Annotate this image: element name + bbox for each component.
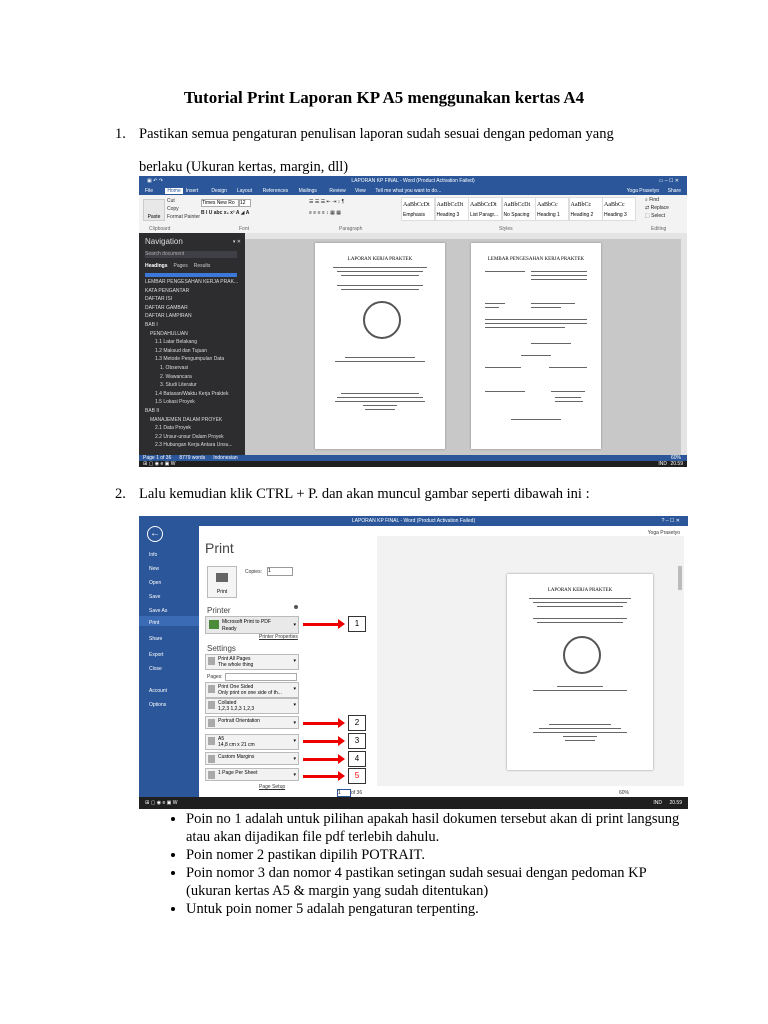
font-name-select[interactable]: Times New Ro [201,199,239,207]
ribbon-group-label: Font [239,226,250,232]
word-window-title: LAPORAN KP FINAL - Word (Product Activation Failed) [351,178,475,184]
nav-item[interactable]: DAFTAR GAMBAR [145,304,188,311]
style-preview: AaBbCcDt [503,202,531,208]
ribbon-tab[interactable]: File [145,188,154,194]
print-taskbar-time: 20.59 [669,800,682,806]
navigation-title: Navigation [145,237,183,246]
setting-sub: The whole thing [218,662,254,668]
backstage-menu-item[interactable]: Print [149,620,160,626]
nav-item[interactable]: 1. Observasi [160,364,189,371]
setting-sub: 1,2,3 1,2,3 1,2,3 [218,706,255,712]
setting-icon [208,737,215,745]
nav-tab[interactable]: Pages [173,263,188,269]
style-preview: AaBbCcDt [403,202,430,208]
taskbar [139,461,687,467]
print-taskbar-lang: IND [653,800,662,806]
page-2-title: LEMBAR PENGESAHAN KERJA PRAKTEK [487,257,585,262]
setting-sub: 14,8 cm x 21 cm [218,742,255,748]
print-start-icon[interactable]: ⊞ ▢ ◉ e ▣ W [145,800,178,806]
nav-item[interactable]: DAFTAR ISI [145,296,173,303]
print-button-label: Print [216,589,228,595]
nav-item[interactable]: 1.3 Metode Pengumpulan Data [155,356,225,363]
setting-main: A5 [218,736,225,742]
replace-label: Replace [650,205,669,211]
nav-item[interactable]: 1.1 Latar Belakang [155,339,197,346]
callout-arrow-4 [303,758,339,761]
style-item[interactable] [569,197,603,221]
setting-main: Custom Margins [218,754,255,760]
status-item: 8779 words [179,455,206,461]
style-item[interactable] [435,197,469,221]
ribbon-tab[interactable]: References [262,188,289,194]
page-title: Tutorial Print Laporan KP A5 menggunakan kertas A4 [183,88,585,107]
ribbon-group-label: Editing [651,226,667,232]
style-item[interactable] [602,197,636,221]
nav-highlight [145,273,237,277]
printer-info-icon[interactable] [294,605,298,609]
ribbon-group-label: Styles [499,226,513,232]
bullet-item: • Poin no 1 adalah untuk pilihan apakah hasil dokumen tersebut akan di print langsung atau akan dijadikan file pdf terlebih dahulu. [186,810,682,846]
print-preview-area [377,536,684,786]
style-item[interactable] [535,197,569,221]
setting-main: 1 Page Per Sheet [218,770,258,776]
cut-button[interactable]: Cut [167,198,175,204]
print-button[interactable] [207,566,237,598]
printer-icon [216,573,228,582]
back-arrow-icon[interactable]: ← [147,526,163,542]
style-preview: AaBbCc [537,202,558,208]
setting-main: Print One Sided [218,684,254,690]
step-1-line-1: Pastikan semua pengaturan penulisan laporan sudah sesuai dengan pedoman yang [139,126,614,142]
ruler [245,233,687,239]
setting-main: Print All Pages [218,656,251,662]
taskbar-lang: IND [658,461,667,467]
backstage-menu-item[interactable]: Share [149,636,163,642]
chevron-down-icon: ▾ [293,622,296,628]
nav-tab[interactable]: Headings [145,263,168,269]
style-item[interactable] [502,197,536,221]
chevron-down-icon: ▾ [293,658,296,664]
replace-button[interactable]: ⇄ Replace [645,205,669,211]
style-label: No Spacing [503,212,530,218]
step-1-line-2: berlaku (Ukuran kertas, margin, dll) [139,159,349,175]
backstage-menu [139,516,199,797]
ribbon-group-label: Clipboard [149,226,171,232]
print-heading: Print [205,540,234,556]
nav-item[interactable]: 1.5 Lokasi Proyek [155,399,195,406]
style-label: Emphasis [403,212,425,218]
print-user-name: Yoga Prasetyo [647,530,680,536]
printer-name: Microsoft Print to PDF [222,619,271,625]
select-label: Select [651,213,666,219]
printer-label: Printer [207,606,231,615]
step-2-number: 2. [115,486,126,502]
callout-1: 1 [348,616,366,632]
nav-item[interactable]: KATA PENGANTAR [145,287,190,294]
setting-icon [208,685,215,693]
ribbon-tab[interactable]: Review [329,188,346,194]
bullet-item: • Poin nomor 3 dan nomor 4 pastikan setingan sudah sesuai dengan pedoman KP (ukuran kertas A5 & margin yang sudah ditentukan) [186,864,682,900]
nav-item[interactable]: MANAJEMEN DALAM PROYEK [150,416,223,423]
style-label: Heading 2 [570,212,594,218]
ribbon-tab[interactable]: Design [211,188,227,194]
backstage-menu-item[interactable]: Close [149,666,162,672]
ribbon-tab[interactable]: Tell me what you want to do... [375,188,442,194]
setting-dropdown[interactable] [205,698,299,714]
ribbon-tab[interactable]: Layout [237,188,253,194]
word-title-bar [139,176,687,186]
select-button[interactable]: ⬚ Select [645,213,666,219]
backstage-menu-item[interactable]: Options [149,702,167,708]
setting-icon [208,771,215,779]
style-preview: AaBbCc [604,202,625,208]
document-page-2 [471,243,601,449]
chevron-down-icon: ▾ [293,756,296,762]
print-taskbar [139,797,688,809]
user-name: Yoga Prasetyo [626,188,659,194]
setting-main: Portrait Orientation [218,718,260,724]
callout-arrow-3 [303,740,339,743]
setting-icon [208,755,215,763]
setting-dropdown[interactable] [205,734,299,750]
chevron-down-icon: ▾ [293,702,296,708]
nav-item[interactable]: 1.4 Batasan/Waktu Kerja Praktek [155,390,229,397]
vertical-scrollbar[interactable] [681,239,687,455]
backstage-menu-item[interactable]: Export [149,652,164,658]
style-item[interactable] [468,197,502,221]
print-preview-page [507,574,653,770]
chevron-down-icon: ▾ [293,720,296,726]
callout-arrow-2 [303,722,339,725]
backstage-menu-item[interactable]: Save As [149,608,168,614]
ribbon [139,195,687,234]
nav-item[interactable]: PENDAHULUAN [150,330,188,337]
step-2-text: Lalu kemudian klik CTRL + P. dan akan muncul gambar seperti dibawah ini : [139,486,590,502]
setting-dropdown[interactable] [205,682,299,698]
backstage-menu-item[interactable]: Info [149,552,158,558]
bullet-list [162,810,682,918]
pages-input[interactable] [225,673,297,681]
font-size-select[interactable]: 12 [239,199,251,207]
style-label: Heading 3 [436,212,460,218]
preview-logo [563,636,601,674]
printer-device-icon [209,620,219,629]
window-controls[interactable]: ▭ – ☐ ✕ [658,178,679,184]
format-painter-button[interactable]: Format Painter [167,214,201,220]
style-label: Heading 3 [604,212,627,218]
menu-print-highlight [139,616,199,626]
style-label: List Paragr... [470,212,499,218]
copies-input[interactable]: 1 [267,567,293,576]
font-format-buttons[interactable]: B I U abc x₂ x² A ◢ A [201,210,250,216]
close-nav-icon[interactable]: ▾ ✕ [232,239,241,245]
backstage-menu-item[interactable]: Open [149,580,162,586]
ribbon-tab[interactable]: Insert [185,188,199,194]
backstage-menu-item[interactable]: New [149,566,160,572]
zoom-level[interactable]: 60% [670,455,681,461]
document-area [245,233,687,455]
nav-item[interactable]: BAB I [145,321,158,328]
nav-item[interactable]: 2.3 Hubungan Kerja Antara Unsu... [155,442,233,449]
nav-item[interactable]: LEMBAR PENGESAHAN KERJA PRAK... [145,279,239,285]
paste-button[interactable]: Paste [143,199,165,221]
styles-gallery [401,197,637,221]
preview-scrollbar[interactable] [678,566,682,590]
nav-item[interactable]: DAFTAR LAMPIRAN [145,313,192,320]
style-preview: AaBbCcDt [436,202,464,208]
style-item[interactable] [401,197,435,221]
university-logo [363,301,401,339]
find-button[interactable]: ⌕ Find [645,197,659,203]
step-1-number: 1. [115,126,126,142]
copy-button[interactable]: Copy [167,206,179,212]
save-icon[interactable]: ▣ ↶ ↷ [147,178,163,184]
page-nav-input[interactable]: 1 [337,789,351,797]
setting-icon [208,701,215,709]
bullet-item: • Untuk poin nomer 5 adalah pengaturan terpenting. [186,900,682,918]
ribbon-tab[interactable]: Mailings [298,188,317,194]
backstage-menu-item[interactable]: Save [149,594,161,600]
preview-title: LAPORAN KERJA PRAKTEK [547,588,613,593]
printer-properties-link[interactable]: Printer Properties [259,634,298,640]
chevron-down-icon: ▾ [293,686,296,692]
page-1-title: LAPORAN KERJA PRAKTEK [347,257,413,262]
status-item: Page 1 of 36 [143,455,172,461]
nav-items-list [145,279,243,451]
nav-tab[interactable]: Results [193,263,211,269]
style-label: Heading 1 [537,212,560,218]
printer-status: Ready [222,626,237,632]
setting-icon [208,719,215,727]
ribbon-tabs [139,186,687,195]
ribbon-tab[interactable]: Home [167,188,181,194]
nav-search-input[interactable]: Search document [145,251,237,258]
callout-3: 3 [348,733,366,749]
start-icon[interactable]: ⊞ ▢ ◉ e ▣ W [143,461,176,467]
callout-arrow-5 [303,775,339,778]
settings-label: Settings [207,644,236,653]
ribbon-group-label: Paragraph [339,226,363,232]
setting-dropdown[interactable] [205,716,299,729]
callout-arrow-1 [303,623,339,626]
page-setup-link[interactable]: Page Setup [259,784,286,790]
nav-item[interactable]: 2.1 Data Proyek [155,425,191,432]
print-window-controls[interactable]: ? – ☐ ✕ [661,518,680,524]
taskbar-time: 20.59 [670,461,683,467]
nav-item[interactable]: 3. Studi Literatur [160,382,197,389]
page-of-label: of 36 [351,790,363,796]
nav-item[interactable]: BAB II [145,407,160,414]
chevron-down-icon: ▾ [293,738,296,744]
setting-dropdown[interactable] [205,654,299,670]
setting-main: Collated [218,700,237,706]
callout-2: 2 [348,715,366,731]
print-title-bar [139,516,688,526]
find-label: Find [649,197,659,203]
ribbon-tab[interactable]: View [355,188,366,194]
style-preview: AaBbCcDt [470,202,497,208]
navigation-pane [139,233,245,455]
pages-label: Pages: [207,674,223,680]
step-1-text [139,122,699,180]
ribbon-group-labels [139,225,687,233]
word-window-screenshot [139,176,687,467]
setting-icon [208,657,215,665]
chevron-down-icon: ▾ [293,772,296,778]
bullet-item: • Poin nomer 2 pastikan dipilih POTRAIT. [186,846,682,864]
nav-item[interactable]: 2. Wawancara [160,373,192,380]
status-item: Indonesian [213,455,238,461]
paragraph-buttons[interactable]: ☰ ☰ ☰ ⇤ ⇥ ↕ ¶ [309,199,345,205]
callout-5: 5 [348,768,366,784]
setting-sub: Only print on one side of th... [218,690,282,696]
alignment-buttons[interactable]: ≡ ≡ ≡ ≡ ↕ ▦ ▦ [309,210,341,216]
print-zoom-level[interactable]: 60% [619,790,630,796]
nav-item[interactable]: 2.2 Unsur-unsur Dalam Proyek [155,433,224,440]
backstage-menu-item[interactable]: Account [149,688,168,694]
print-window-title: LAPORAN KP FINAL - Word (Product Activation Failed) [351,518,476,524]
print-window-screenshot [139,516,688,809]
setting-dropdown[interactable] [205,752,299,765]
nav-item[interactable]: 1.2 Maksud dan Tujuan [155,347,207,354]
share-button[interactable]: Share [667,188,681,194]
callout-4: 4 [348,751,366,767]
setting-dropdown[interactable] [205,768,299,781]
style-preview: AaBbCc [570,202,592,208]
nav-tabs [145,263,216,269]
document-page-1 [315,243,445,449]
printer-select[interactable] [205,616,299,634]
copies-label: Copies: [245,569,262,575]
